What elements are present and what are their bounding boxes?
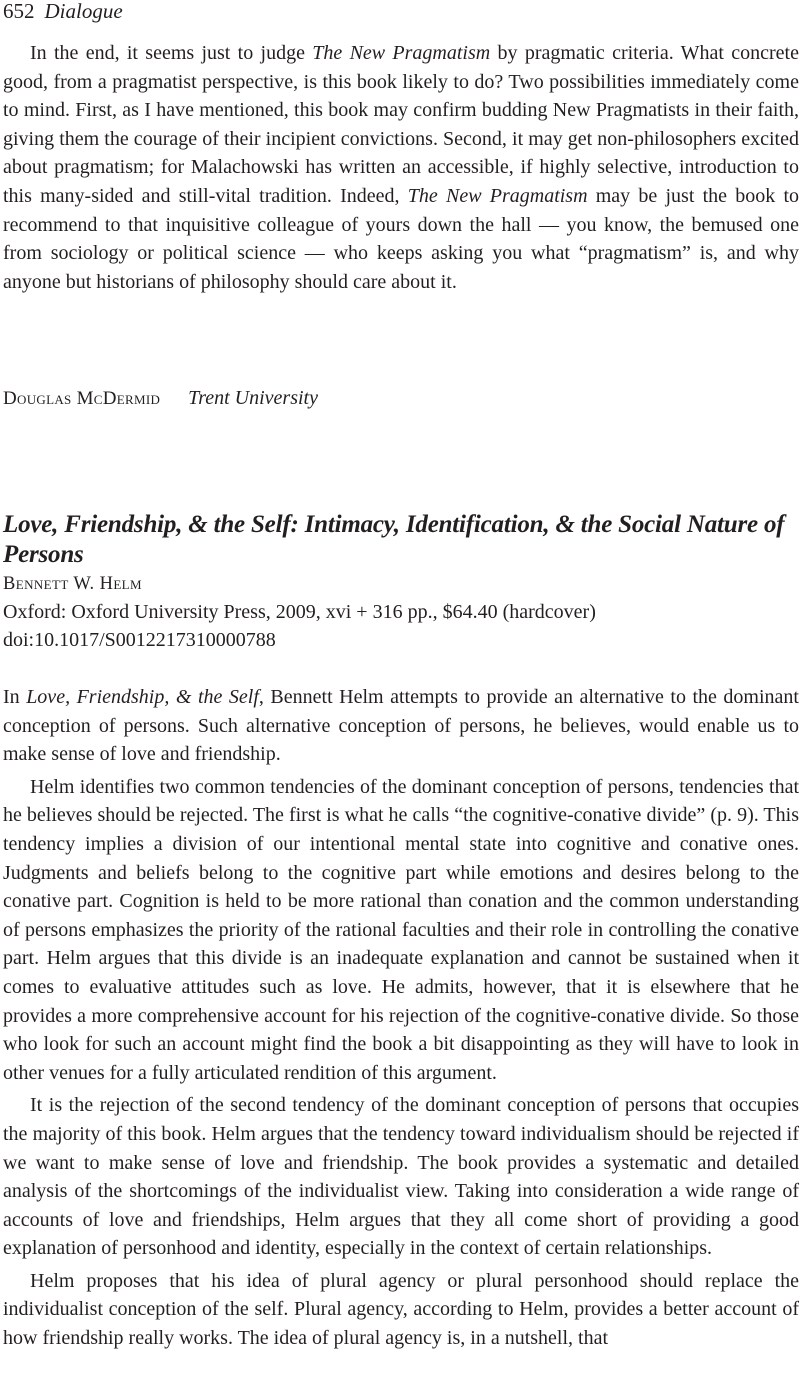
reviewer-institution: Trent University (188, 387, 318, 409)
review-body (3, 683, 799, 1353)
review-book-author: Bennett W. Helm (3, 574, 142, 594)
review-paragraph: It is the rejection of the second tendency of the dominant conception of persons that occupies the majority of this book. Helm argues that the tendency toward individualism should be rejected if we want to make sense of love and friendship. The book provides a systematic and detailed analysis of the shortcomings of the individualist view. Taking into consideration a wide range of accounts of love and friendships, Helm argues that they all come short of providing a good explanation of personhood and identity, especially in the context of certain relationships. (3, 1094, 799, 1260)
previous-review-conclusion (3, 39, 799, 296)
review-book-title: Love, Friendship, & the Self: Intimacy, Identification, & the Social Nature of Persons (3, 511, 785, 568)
running-header (3, 0, 123, 24)
book-title-ref: Love, Friendship, & the Self (26, 686, 259, 708)
reviewer-signature (3, 385, 318, 412)
reviewer-name: Douglas McDermid (3, 388, 161, 409)
review-paragraph: Helm proposes that his idea of plural agency or plural personhood should replace the individualist conception of the self. Plural agency, according to Helm, provides a better account of how friendship really works. The idea of plural agency is, in a nutshell, that (3, 1269, 799, 1350)
review-paragraph: Helm identifies two common tendencies of the dominant conception of persons, tendencies that he believes should be rejected. The first is what he calls “the cognitive-conative divide” (p. 9). This tendency implies a division of our intentional mental state into cognitive and conative ones. Judgments and beliefs belong to the cognitive part while emotions and desires belong to the conative part. Cognition is held to be more rational than conation and the common understanding of persons emphasizes the priority of the rational faculties and their role in controlling the conative part. Helm argues that this divide is an inadequate explanation and cannot be sustained when it comes to evaluative attitudes such as love. He admits, however, that it is elsewhere that he provides a more comprehensive account for his rejection of the cognitive-conative divide. So those who look for such an account might find the book a bit disappointing as they will have to look in other venues for a fully articulated rendition of this argument. (3, 775, 799, 1084)
review-publication-info: Oxford: Oxford University Press, 2009, xvi + 316 pp., $64.40 (hardcover) (3, 601, 596, 623)
book-title-ref: The New Pragmatism (407, 184, 588, 207)
journal-title: Dialogue (44, 0, 123, 23)
review-intro-paragraph: In Love, Friendship, & the Self, Bennett Helm attempts to provide an alternative to the dominant conception of persons. Such alternative conception of persons, he believes, would enable us to make sense of love and friendship. (3, 686, 799, 766)
review-doi: doi:10.1017/S0012217310000788 (3, 629, 276, 651)
concluding-paragraph: In the end, it seems just to judge The New Pragmatism by pragmatic criteria. What concrete good, from a pragmatist perspective, is this book likely to do? Two possibilities immediately come to mind. First, as I have mentioned, this book may confirm budding New Pragmatists in their faith, giving them the courage of their incipient convictions. Second, it may get non-philosophers excited about pragmatism; for Malachowski has written an accessible, if highly selective, introduction to this many-sided and still-vital tradition. Indeed, The New Pragmatism may be just the book to recommend to that inquisitive colleague of yours down the hall — you know, the bemused one from sociology or political science — who keeps asking you what “pragmatism” is, and why anyone but historians of philosophy should care about it. (3, 42, 800, 293)
review-heading (3, 510, 799, 654)
page-number: 652 (3, 0, 35, 23)
book-title-ref: The New Pragmatism (312, 42, 491, 64)
